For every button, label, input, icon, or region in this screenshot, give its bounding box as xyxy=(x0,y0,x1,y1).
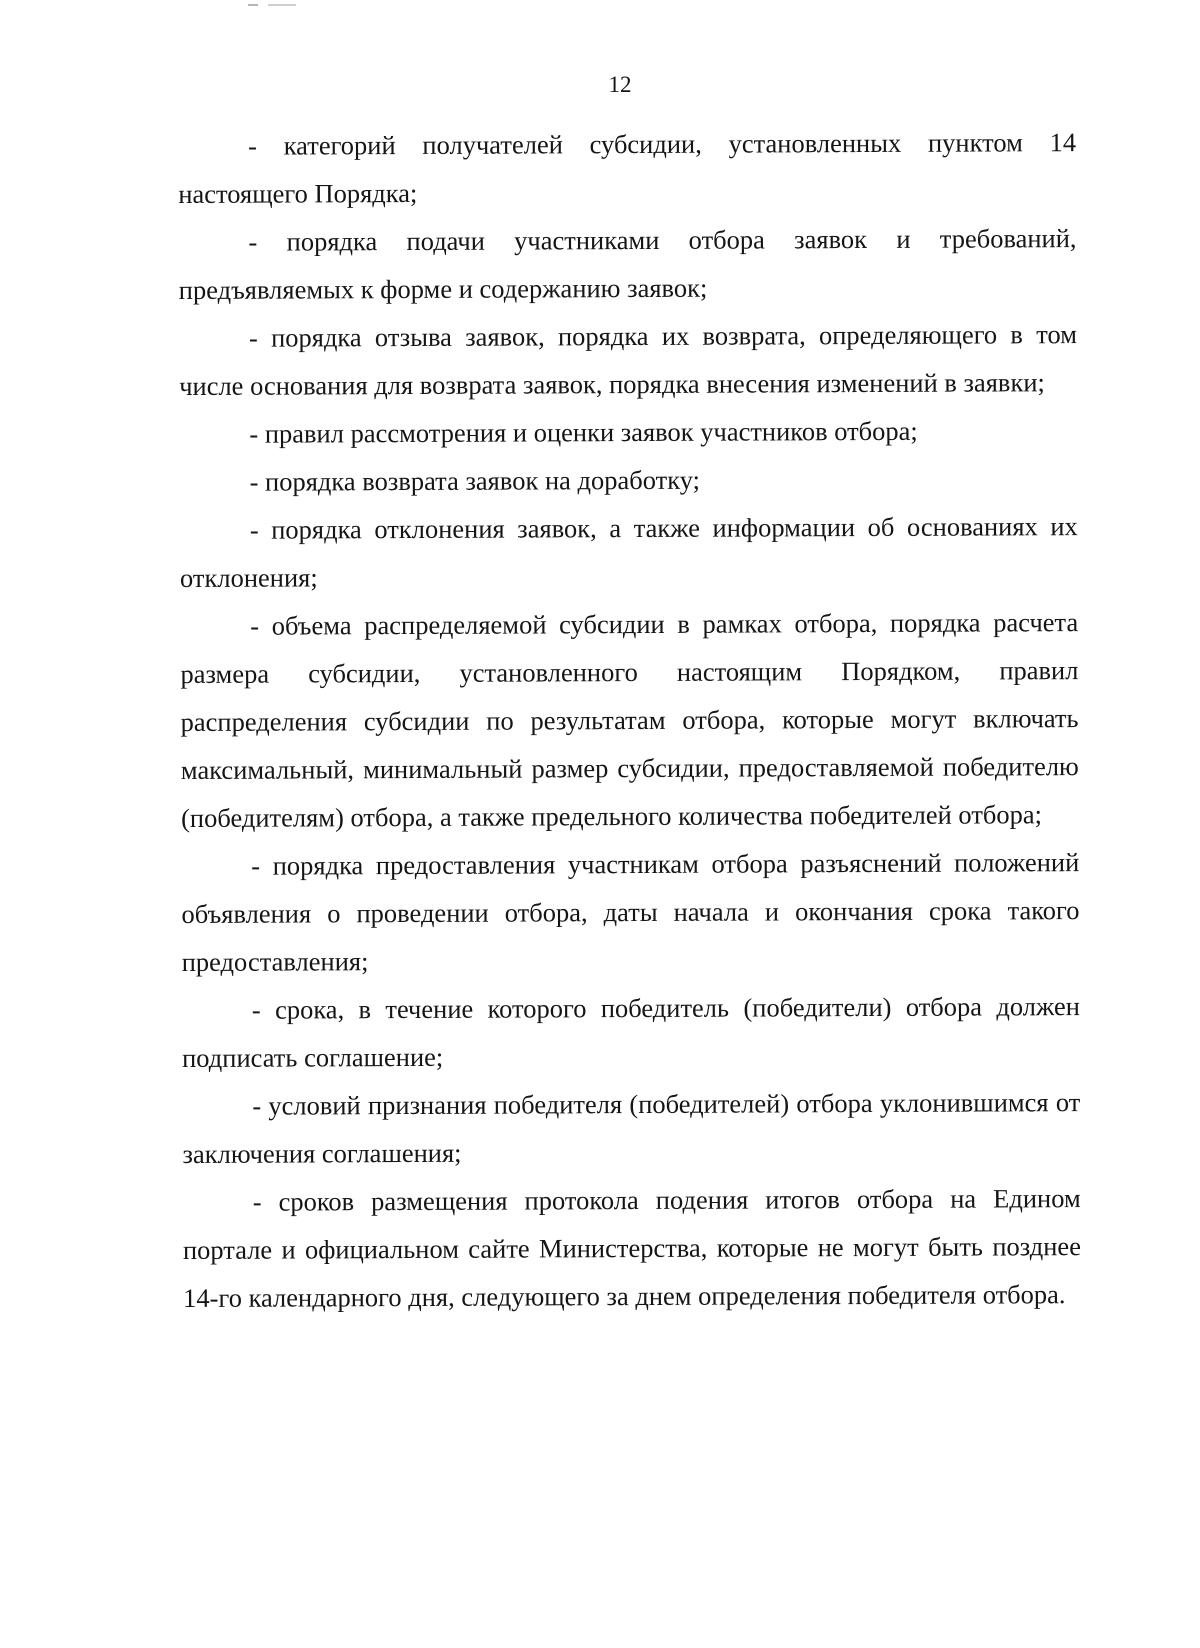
paragraph-protocol-publication: - сроков размещения протокола подения итогов отбора на Едином портале и официальном сайте Министерства, которые не могут быть позднее 14-го календарного дня, следующего за днем определения победителя отбора. xyxy=(182,1183,1081,1313)
page-number: 12 xyxy=(608,72,632,97)
paragraph-review-rules: - правил рассмотрения и оценки заявок участников отбора; xyxy=(249,415,918,449)
paragraph-signing-deadline: - срока, в течение которого победитель (победители) отбора должен подписать соглашение; xyxy=(182,991,1080,1073)
paragraph-application-submission: - порядка подачи участниками отбора заявок и требований, предъявляемых к форме и содержанию заявок; xyxy=(178,223,1077,305)
paragraph-application-withdrawal: - порядка отзыва заявок, порядка их возврата, определяющего в том числе основания для возврата заявок, порядка внесения изменений в заявки; xyxy=(179,319,1077,401)
paragraph-rejection: - порядка отклонения заявок, а также информации об основаниях их отклонения; xyxy=(179,511,1078,593)
paragraph-clarifications: - порядка предоставления участникам отбора разъяснений положений объявления о проведении отбора, даты начала и окончания срока такого предоставления; xyxy=(181,847,1080,977)
paragraph-return-for-revision: - порядка возврата заявок на доработку; xyxy=(249,464,701,497)
scan-artifact xyxy=(248,4,308,6)
paragraph-subsidy-volume: - объема распределяемой субсидии в рамках отбора, порядка расчета размера субсидии, установленного настоящим Порядком, правил распределения субсидии по результатам отбора, которые могут включать максимальный, минимальный размер субсидии, предоставляемой победителю (победителям) отбора, а также предельного количества победителей отбора; xyxy=(180,607,1079,833)
paragraph-evasion-conditions: - условий признания победителя (победителей) отбора уклонившимся от заключения соглашения; xyxy=(182,1087,1081,1169)
paragraph-recipient-categories: - категорий получателей субсидии, установленных пунктом 14 настоящего Порядка; xyxy=(178,127,1077,209)
document-body xyxy=(178,118,1081,1322)
